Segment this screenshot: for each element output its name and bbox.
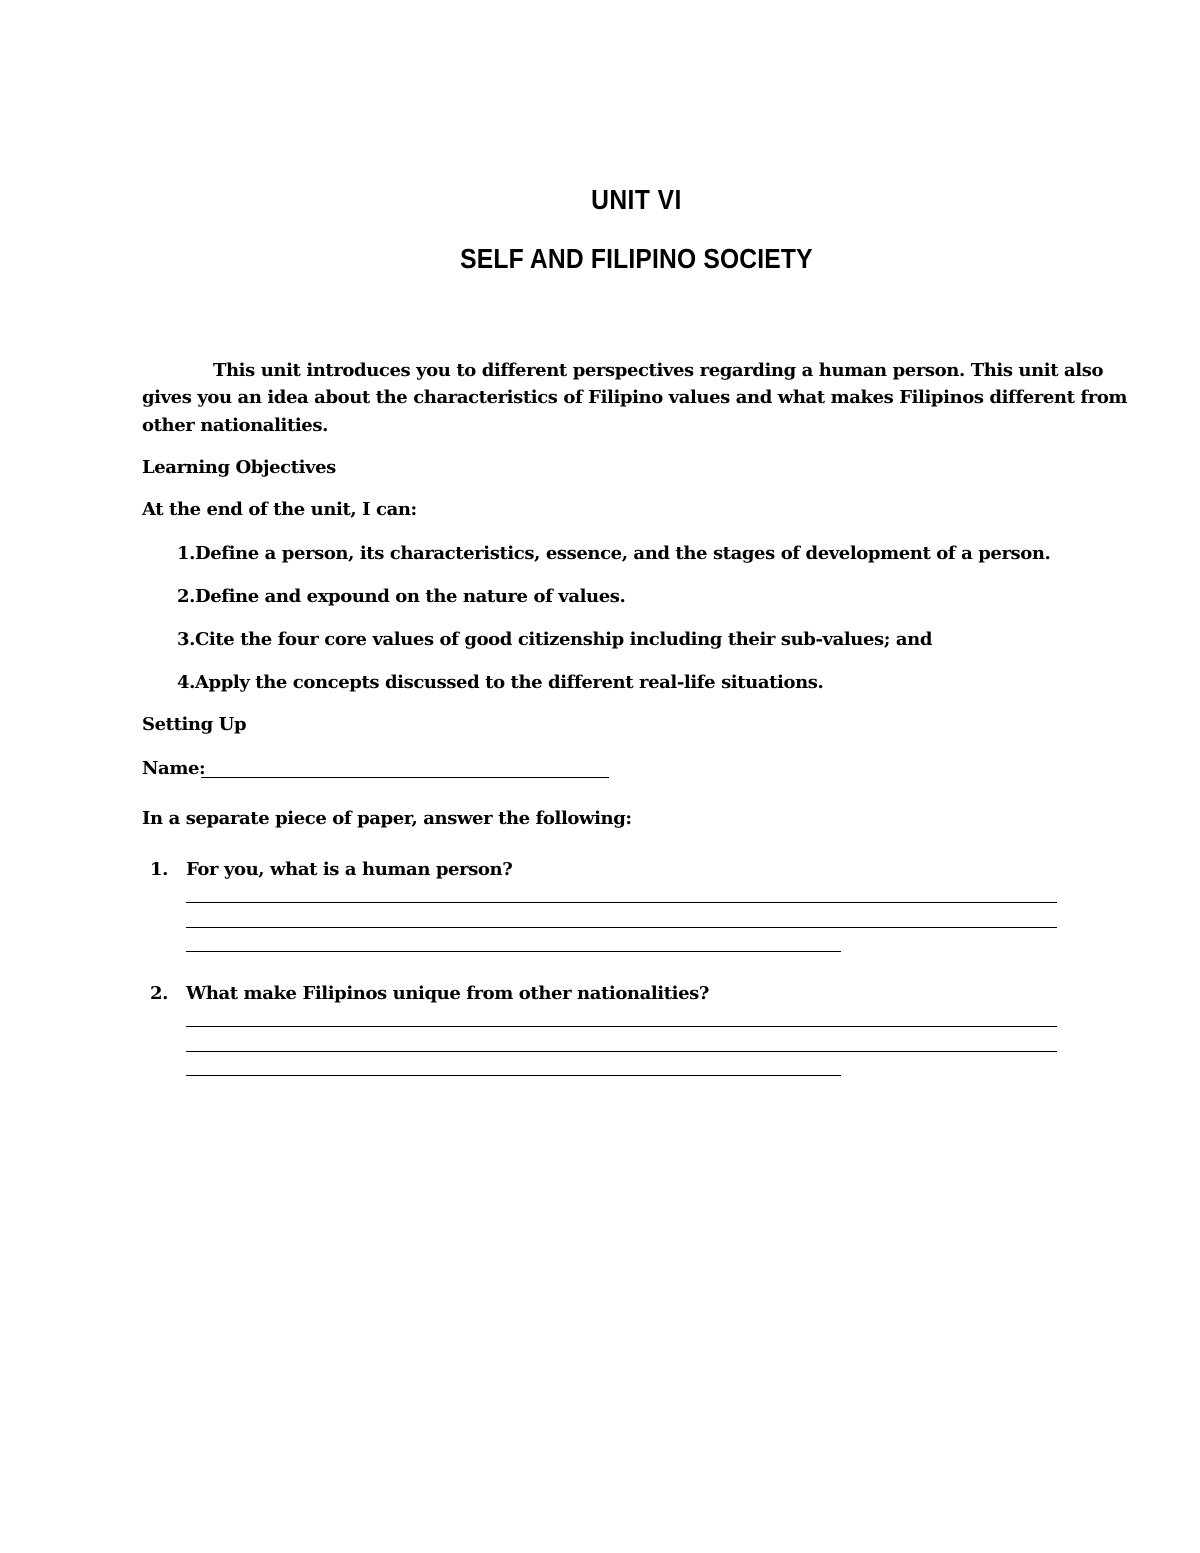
name-label: Name: xyxy=(142,758,206,779)
name-blank-line[interactable] xyxy=(201,777,609,778)
unit-heading: UNIT VI xyxy=(591,184,682,215)
question-number: 2. xyxy=(150,983,168,1004)
learning-objectives-heading: Learning Objectives xyxy=(142,457,336,478)
answer-line[interactable] xyxy=(186,1075,841,1076)
intro-line-1: This unit introduces you to different perspectives regarding a human person. This unit also xyxy=(213,360,1104,381)
objectives-lead: At the end of the unit, I can: xyxy=(142,499,417,520)
answer-line[interactable] xyxy=(186,902,1057,903)
objective-item: 1.Define a person, its characteristics, essence, and the stages of development of a person. xyxy=(177,543,1051,564)
objective-item: 4.Apply the concepts discussed to the different real-life situations. xyxy=(177,672,824,693)
question-text: For you, what is a human person? xyxy=(186,859,513,880)
answer-line[interactable] xyxy=(186,951,841,952)
objective-item: 3.Cite the four core values of good citizenship including their sub-values; and xyxy=(177,629,933,650)
instruction-text: In a separate piece of paper, answer the following: xyxy=(142,808,632,829)
question-text: What make Filipinos unique from other nationalities? xyxy=(186,983,710,1004)
intro-line-3: other nationalities. xyxy=(142,415,328,436)
setting-up-heading: Setting Up xyxy=(142,714,247,735)
intro-line-2: gives you an idea about the characteristics of Filipino values and what makes Filipinos different from xyxy=(142,387,1128,408)
unit-title: SELF AND FILIPINO SOCIETY xyxy=(460,243,813,274)
question-number: 1. xyxy=(150,859,168,880)
answer-line[interactable] xyxy=(186,1026,1057,1027)
answer-line[interactable] xyxy=(186,1051,1057,1052)
answer-line[interactable] xyxy=(186,927,1057,928)
objective-item: 2.Define and expound on the nature of values. xyxy=(177,586,626,607)
